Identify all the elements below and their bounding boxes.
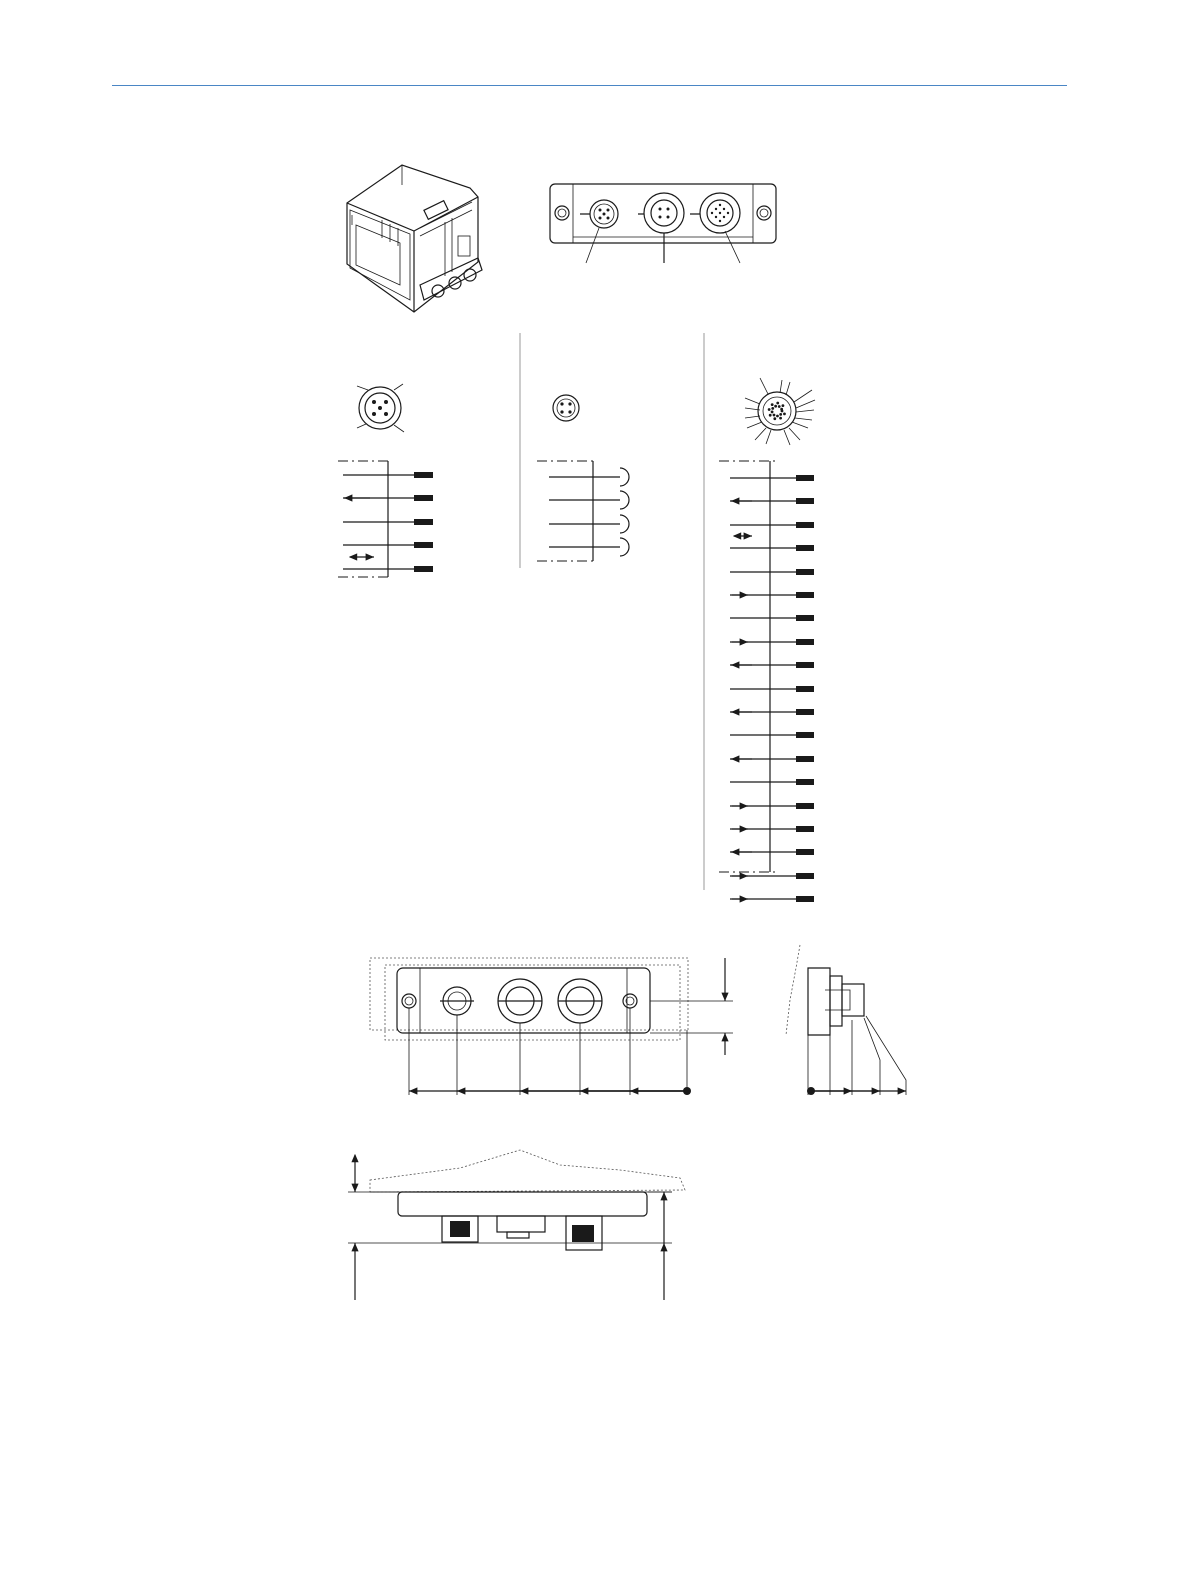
connector-2-pin-row <box>549 538 629 556</box>
connector-3-pin-row <box>730 803 814 809</box>
dimension-side-view <box>786 945 906 1095</box>
connector-3-pin-row <box>730 569 814 575</box>
connector-3-pin <box>771 411 774 414</box>
connector-3-pin-row <box>730 756 814 762</box>
connector-3-pin <box>773 414 776 417</box>
dimension-bottom-view <box>348 1150 685 1300</box>
connector-3-pin-row <box>730 615 814 621</box>
connector-3-pin <box>783 412 786 415</box>
connector-3-pin <box>778 405 781 408</box>
connector-3-pin-row <box>730 592 814 598</box>
connector-3-pin <box>779 417 782 420</box>
connector-3-pin-row <box>730 498 814 504</box>
connector-3-wires <box>730 475 814 902</box>
connector-3-pin-row <box>730 779 814 785</box>
connector-3-pin-row <box>730 522 814 528</box>
connector-2-wires <box>549 468 629 556</box>
connector-3-pin <box>771 407 774 410</box>
connector-3-pin-row <box>730 896 814 902</box>
device-isometric-view <box>347 165 482 312</box>
connector-3-pin-row <box>730 826 814 832</box>
connector-3-pin <box>782 404 785 407</box>
connector-3-pin-row <box>730 639 814 645</box>
connector-2-pin-row <box>549 515 629 533</box>
connector-3-pin-row <box>730 475 814 481</box>
connector-3-pin <box>776 402 779 405</box>
connector-3-pin-row <box>730 732 814 738</box>
connector-2-pin-row <box>549 491 629 509</box>
connector-2-diagram <box>537 395 593 561</box>
connector-3-pin-row <box>730 709 814 715</box>
dimension-front-view <box>370 958 733 1095</box>
connector-3-pin <box>780 408 783 411</box>
connector-3-pin <box>779 413 782 416</box>
connector-3-pin-row <box>730 849 814 855</box>
connector-3-pin-row <box>730 536 814 551</box>
connector-3-pin <box>769 414 772 417</box>
connector-3-pin <box>768 408 771 411</box>
connector-3-pin <box>776 415 779 418</box>
connector-panel-front-view <box>550 184 776 263</box>
connector-3-diagram <box>719 378 815 872</box>
connector-3-pin <box>773 417 776 420</box>
connector-3-pin <box>771 403 774 406</box>
connector-1-diagram <box>338 384 404 577</box>
connector-2-pin-row <box>549 468 629 486</box>
connector-3-pin-row <box>730 662 814 668</box>
connector-3-pin-row <box>730 686 814 692</box>
connector-3-pin-row <box>730 873 814 879</box>
connector-3-pin <box>774 405 777 408</box>
